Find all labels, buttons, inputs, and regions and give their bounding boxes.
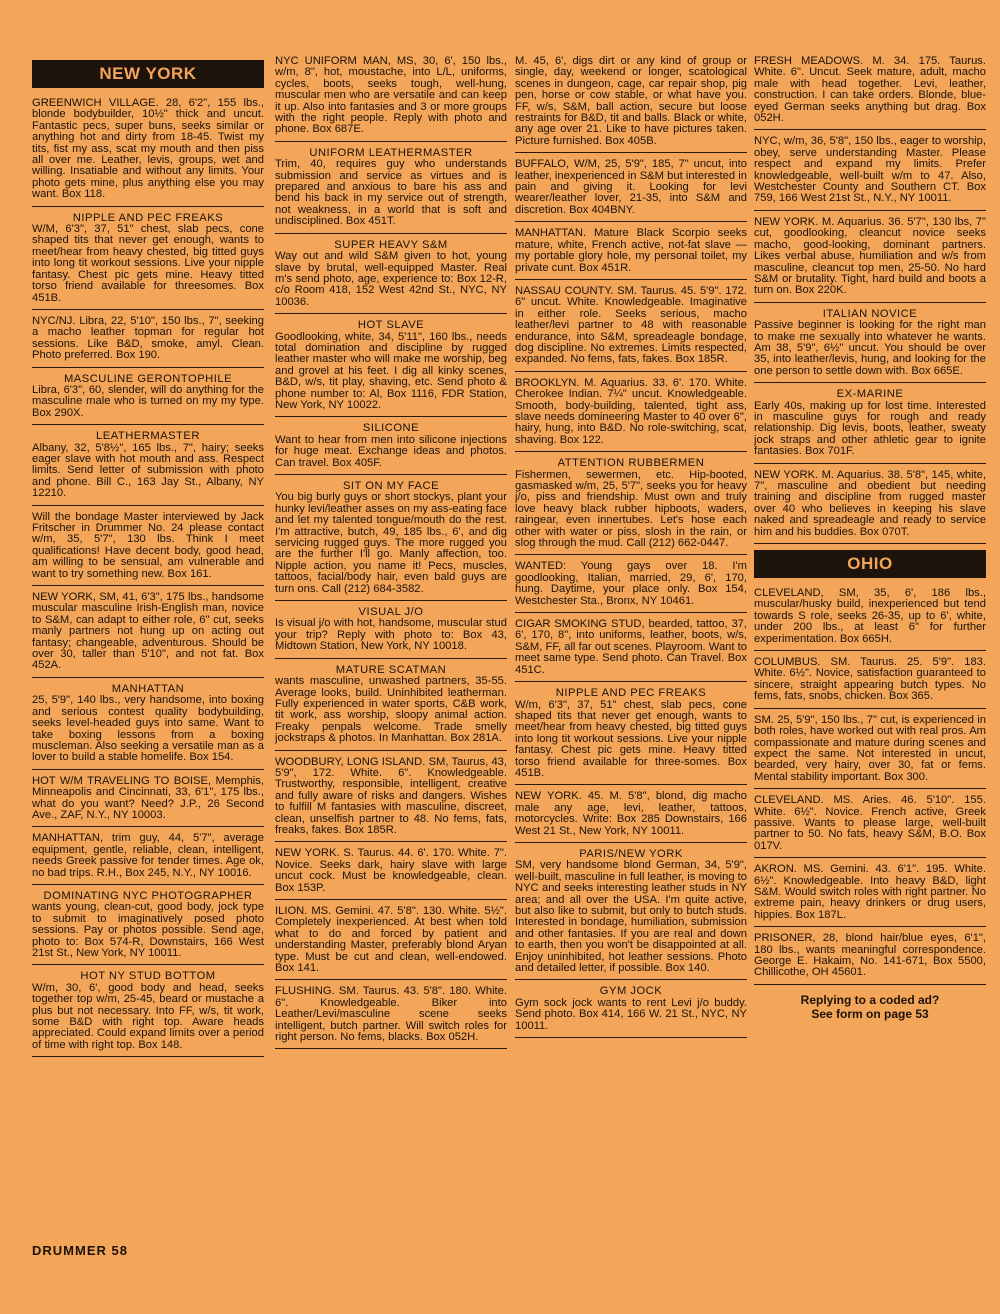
ad-heading: MASCULINE GERONTOPHILE [63, 372, 233, 385]
ad-heading: LEATHERMASTER [96, 430, 200, 443]
ad-text: CLEVELAND. MS. Aries. 46. 5'10". 155. White. 6½". Novice. French active, Greek passive. Wants to please large, well-built partner to 50. No fats, heavy S&M, B.O. Box 017V. [754, 794, 986, 852]
column-4 [754, 56, 986, 1266]
classified-ad [754, 588, 986, 651]
ad-text: Fishermen, sewermen, etc. Hip-booted, gasmasked w/m, 25, 5'7", seeks you for heavy j/o, piss and friendship. Must own and truly love heavy black rubber hipboots, waders, raingear, even innertubes. Let's hose each other with water or piss, slosh in the rain, or slog through the mud. Call (212) 662-0447. [515, 468, 747, 550]
ad-text: PRISONER, 28, blond hair/blue eyes, 6'1", 180 lbs., wants meaningful correspondence. George E. Hakaim, No. 141-671, Box 5500, Chillicothe, OH 45601. [754, 932, 986, 979]
classified-ad [32, 213, 264, 310]
classified-ad [275, 906, 507, 980]
classified-ad [32, 374, 264, 426]
ad-text: FRESH MEADOWS. M. 34. 175. Taurus. White. 6". Uncut. Seek mature, adult, macho male with head together. Levi, leather, construction. I can take orders. Blonde, blue-eyed German seeks anything but drag. Box 052H. [754, 56, 986, 125]
ad-text: GREENWICH VILLAGE. 28, 6'2", 155 lbs., blonde bodybuilder, 10½" thick and uncut. Fantastic pecs, super buns, seeks similar or anything hot and dirty from 18-45. Twist my tits, fist my ass, scat my mouth and then piss all over me. Leather, levis, groups, wet and willing. Insatiable and without any limits. Your photo gets mine, plus anything else you may want. Box 118. [32, 97, 264, 201]
ad-text: NASSAU COUNTY. SM. Taurus. 45. 5'9". 172. 6" uncut. White. Knowledgeable. Imaginative in either role. Seeks serious, macho leather/levi partner to 48 with reasonable endurance, into S&M, spreadeagle bondage, dog discipline. No extremes. Limits respected, expanded. No fems, fats, fakes. Box 185R. [515, 284, 747, 366]
classified-ad [32, 592, 264, 678]
ads-list [754, 56, 986, 544]
ad-text: AKRON. MS. Gemini. 43. 6'1". 195. White. 6½". Knowledgeable. Into heavy B&D, light S&M. Would switch roles with right partner. No extreme pain, heavy drinkers or drug users, hippies. Box 187L. [754, 863, 986, 921]
ad-text: ILION. MS. Gemini. 47. 5'8". 130. White. 5½". Completely inexperienced. At best when told what to do and forced by patient and understanding Master, preferably blond Aryan type. Must be cut and clean, well-endowed. Box 141. [275, 905, 507, 975]
classified-ad [754, 217, 986, 303]
column-2 [275, 56, 507, 1266]
ad-heading: HOT NY STUD BOTTOM [80, 970, 216, 983]
ad-heading: ATTENTION RUBBERMEN [557, 457, 705, 470]
ad-text: Is visual j/o with hot, handsome, muscular stud your trip? Reply with photo to: Box 43, Midtown Station, New York, NY 10018. [275, 617, 507, 653]
ad-text: Early 40s, making up for lost time. Interested in masculine guys for rough and ready relationship. Dig levis, boots, leather, sweaty jock straps and other athletic gear to ignite fantasies. Box 701F. [754, 399, 986, 458]
ad-text: NYC, w/m, 36, 5'8", 150 lbs., eager to worship, obey, serve understanding Master. Please respect and expand my limits. Prefer knowledgeable, well-built w/m to 47. Also, Westchester County and Southern CT. Box 759, 166 West 21st St., N.Y., NY 10011. [754, 135, 986, 205]
ads-list [32, 98, 264, 1057]
classified-ad [515, 688, 747, 785]
ad-text: SM, very handsome blond German, 34, 5'9", well-built, masculine in full leather, is moving to NYC and seeks interesting leather studs in NY area; and all over the USA. I'm quite active, but also like to submit, but only to butch studs. Interested in bondage, humiliation, submission and other fantasies. If you are real and down to earth, then you won't be disappointed at all. Enjoy uninhibited, hot leather sessions. Photo and detailed letter, if possible. Box 140. [515, 859, 747, 975]
ad-text: M. 45, 6', digs dirt or any kind of group or single, day, weekend or longer, scatological scenes in dungeon, cage, car repair shop, pig pen, horse or cow stable, or what have you. FF, w/s, S&M, ball action, secure but loose restraints for B&D, tit and balls. Black or white, any age over 21. Like to have pictures taken. Picture furnished. Box 405B. [515, 56, 747, 147]
ad-heading: VISUAL J/O [358, 606, 424, 619]
classified-ad [754, 933, 986, 985]
reply-note-line: See form on page 53 [811, 1006, 929, 1021]
ad-text: BROOKLYN. M. Aquarius. 33. 6'. 170. White. Cherokee Indian. 7¼" uncut. Knowledgeable. Smooth, body-building, talented, tight ass, slave needs domineering Master to 40 over 6", hairy, hung, into B&D. No role-switching, scat, shaving. Box 122. [515, 376, 747, 446]
classified-ad [32, 891, 264, 965]
classified-ad [515, 159, 747, 222]
classified-ad [754, 136, 986, 210]
ad-text: CLEVELAND, SM, 35, 6', 186 lbs., muscular/husky build, inexperienced but tend towards S role, seeks 26-35, up to 6', white, under 200 lbs., at least 6" for further experimentation. Box 665H. [754, 587, 986, 645]
classified-ad [275, 148, 507, 234]
classified-ad [515, 286, 747, 372]
reply-note-line: Replying to a coded ad? [800, 992, 940, 1007]
ad-text: Will the bondage Master interviewed by Jack Fritscher in Drummer No. 24 please contact w/m, 35, 5'7", 130 lbs. Think I meet qualifications! Have decent body, good head, am willing to be sensual, am vulnerable and want to try something new. Box 161. [32, 510, 264, 580]
ad-text: FLUSHING. SM. Taurus. 43. 5'8". 180. White. 6". Knowledgeable. Biker into Leather/Levi/masculine scene seeks intelligent, butch partner. Will switch roles for right person. No fems, blacks. Box 052H. [275, 985, 507, 1044]
section-header-ohio: OHIO [754, 550, 986, 578]
ad-heading: SIT ON MY FACE [342, 480, 440, 492]
ad-heading: UNIFORM LEATHERMASTER [309, 146, 473, 159]
ad-text: W/M, 6'3", 37, 51" chest, slab pecs, cone shaped tits that never get enough, wants to meet/hear from heavy chested, big titted guys into long tit workout sessions. Live your nipple fantasy. Chest pic gets mine. Heavy titted torso friend available for threesomes. Box 451B. [32, 223, 264, 304]
classified-ad [275, 665, 507, 751]
ad-text: You big burly guys or short stockys, plant your hunky levi/leather asses on my ass-eating face and let my talented tongue/mouth do the rest. I'm attractive, butch, 49, 185 lbs., 6', and dig servicing rugged guys. The more rugged you are the further I'll go. Manly affection, too. Nipple action, you name it! Pecs, muscles, tattoos, facial/body hair, even bald guys are turn ons. Call (212) 684-3582. [275, 491, 507, 595]
ad-text: NEW YORK. M. Aquarius. 38. 5'8", 145, white, 7", masculine and obedient but needing training and discipline from rugged master over 40 who believes in keeping his slave naked and spreadeagle and ready to service him and his buddies. Box 070T. [754, 468, 986, 538]
ad-text: NYC UNIFORM MAN, MS, 30, 6', 150 lbs., w/m, 8", hot, moustache, into L/L, uniforms, cycles, boots, seeks tough, well-hung, muscular men who are versatile and can keep it up. Also into fantasies and 3 or more groups with the right people. Reply with photo and phone. Box 687E. [275, 56, 507, 136]
ad-heading: SUPER HEAVY S&M [334, 238, 448, 251]
classified-ad [515, 458, 747, 555]
classified-ad [754, 864, 986, 927]
classified-ad [275, 481, 507, 601]
ad-text: Gym sock jock wants to rent Levi j/o buddy. Send photo. Box 414, 166 W. 21 St., NYC, NY 10011. [515, 996, 747, 1032]
classified-ad [32, 971, 264, 1057]
classified-ad [515, 619, 747, 682]
ad-text: WOODBURY, LONG ISLAND. SM, Taurus, 43, 5'9", 172. White. 6". Knowledgeable. Trustworthy, responsible, intelligent, creative and fully aware of risks and dangers. Wishes to fulfill M fantasies with masculine, discreet, clean, unselfish partner to 48. No fems, fats, freaks, fakes. Box 185R. [275, 755, 507, 836]
ad-text: CIGAR SMOKING STUD, bearded, tattoo, 37, 6', 170, 8", into uniforms, leather, boots, w/s, S&M, FF, all far out scenes. Playroom. Want to meet same type. Send photo. Can Travel. Box 451C. [515, 618, 747, 676]
ad-text: 25, 5'9", 140 lbs., very handsome, into boxing and serious contest quality bodybuilding, seeks level-headed guys into same. Want to take boxing lessons from a boxing muscleman. Also seeking a versatile man as a lover to build a stable homelife. Box 154. [32, 694, 264, 764]
ad-text: Way out and wild S&M given to hot, young slave by brutal, well-equipped Master. Real m's send photo, age, experience to: Box 12-R, c/o Room 418, 152 West 42nd St., NYC, NY 10036. [275, 250, 507, 308]
ad-heading: GYM JOCK [599, 985, 663, 998]
classified-ad [32, 684, 264, 770]
classified-ad [754, 389, 986, 463]
ads-list [754, 588, 986, 985]
classifieds-page [26, 56, 984, 1266]
ad-text: wants young, clean-cut, good body, jock type to submit to imaginatively posed photo sessions. Pay or photos possible. Send age, photo to: Box 574-R, Downstairs, 166 West 21st St., New York, NY 10011. [32, 901, 264, 959]
ad-heading: HOT SLAVE [357, 319, 425, 332]
ad-text: HOT W/M TRAVELING TO BOISE, Memphis, Minneapolis and Cincinnati, 33, 6'1", 175 lbs., what do you want? Need? J.P., 26 Second Ave., ZAF, N.Y., NY 10003. [32, 774, 264, 821]
classified-ad [32, 98, 264, 207]
ad-text: Goodlooking, white, 34, 5'11", 160 lbs., needs total domination and discipline by rugged leather master who will make me worship, beg and grovel at his feet. I dig all kinky scenes, B&D, w/s, tit play, shaving, etc. Send photo & phone number to: Al, Box 1116, FDR Station, New York, NY 10022. [275, 330, 507, 411]
ad-heading: EX-MARINE [836, 388, 904, 401]
ad-text: wants masculine, unwashed partners, 35-55. Average looks, build. Uninhibited leatherman. Fully experienced in water sports, C&B work, tit work, ass worship, sloopy animal action. Freaky penpals welcome. Trade smelly jockstraps & photos. In Manhattan. Box 281A. [275, 675, 507, 745]
reply-note [754, 993, 986, 1021]
classified-ad [275, 56, 507, 142]
classified-ad [275, 848, 507, 900]
ad-text: W/m, 6'3", 37, 51" chest, slab pecs, cone shaped tits that never get enough, wants to meet/hear from heavy chested, big titted guys into long tit workout sessions. Live your nipple fantasy. Chest pic gets mine. Heavy titted torso friend available for three-somes. Box 451B. [515, 698, 747, 779]
column-1 [32, 56, 264, 1266]
classified-ad [275, 607, 507, 659]
classified-ad [275, 757, 507, 843]
ad-heading: ITALIAN NOVICE [822, 307, 918, 320]
ads-list [515, 56, 747, 1038]
classified-ad [32, 833, 264, 885]
classified-ad [515, 986, 747, 1038]
ad-heading: NIPPLE AND PEC FREAKS [72, 211, 224, 224]
ad-text: Albany, 32, 5'8½", 165 lbs., 7", hairy; seeks eager slave with hot mouth and ass. Respect limits. Send letter of submission with photo and phone. Bill C., 163 Jay St., Albany, NY 12210. [32, 441, 264, 500]
ad-heading: SILICONE [362, 422, 420, 435]
ad-text: W/m, 30, 6', good body and head, seeks together top w/m, 25-45, beard or mustache a plus but not necessary. Into FF, w/s, tit work, some B&D with right top. Aware heads appreciated. Could expand limits over a period of time with right top. Box 148. [32, 981, 264, 1051]
page-footer: DRUMMER 58 [32, 1243, 128, 1258]
ad-heading: DOMINATING NYC PHOTOGRAPHER [43, 889, 253, 902]
classified-ad [515, 378, 747, 452]
ad-text: NEW YORK. 45. M. 5'8", blond, dig macho male any age, levi, leather, tattoos, motorcycles. Write: Box 285 Downstairs, 166 West 21 St., New York, NY 10011. [515, 790, 747, 837]
ad-text: COLUMBUS. SM. Taurus. 25. 5'9". 183. White. 6½". Novice, satisfaction guaranteed to sincere, straight appearing butch types. No fems, fats, snobs, chicken. Box 365. [754, 656, 986, 703]
classified-ad [754, 309, 986, 383]
classified-ad [275, 320, 507, 417]
ad-heading: PARIS/NEW YORK [579, 847, 683, 860]
classified-ad [754, 470, 986, 544]
ad-text: Trim, 40, requires guy who understands submission and service as virtues and is prepared and anxious to bare his ass and bend his back in my service out of strength, not weakness, in a world that is soft and undisciplined. Box 451T. [275, 158, 507, 228]
column-3 [515, 56, 747, 1266]
classified-ad [275, 423, 507, 475]
classified-ad [32, 316, 264, 368]
ad-heading: MATURE SCATMAN [335, 663, 447, 676]
ad-text: WANTED: Young gays over 18. I'm goodlooking, Italian, married, 29, 6', 170, hung. Daytime, your place only. Box 154, Westchester Sta., Bronx, NY 10461. [515, 560, 747, 607]
ad-text: Want to hear from men into silicone injections for huge meat. Exchange ideas and photos. Can travel. Box 405F. [275, 433, 507, 469]
classified-ad [754, 657, 986, 709]
ads-list [275, 56, 507, 1049]
classified-ad [754, 715, 986, 789]
classified-ad [275, 240, 507, 314]
classified-ad [754, 795, 986, 858]
section-header-new-york: NEW YORK [32, 60, 264, 88]
ad-text: MANHATTAN, trim guy, 44, 5'7", average equipment, gentle, reliable, clean, intelligent, needs Greek passive for tender times. Age ok, no bad trips. R.H., Box 245, N.Y., NY 10016. [32, 832, 264, 879]
ad-text: SM. 25, 5'9", 150 lbs., 7" cut, is experienced in both roles, have worked out with real pros. Am compassionate and mature during scenes and expect the same. Not interested in uncut, bearded, very hairy, over 30, fat or fems. Mental stability important. Box 300. [754, 713, 986, 783]
ad-heading: MANHATTAN [111, 682, 185, 695]
ad-text: NEW YORK. S. Taurus. 44. 6'. 170. White. 7". Novice. Seeks dark, hairy slave with large uncut cock. Must be knowledgeable, clean. Box 153P. [275, 847, 507, 894]
classified-ad [32, 776, 264, 828]
ad-text: BUFFALO, W/M, 25, 5'9", 185, 7" uncut, into leather, inexperienced in S&M but interested in pain and giving it. Looking for levi wearer/leather lover, 21-35, into S&M and discretion. Box 404BNY. [515, 158, 747, 216]
classified-ad [32, 512, 264, 586]
ad-text: MANHATTAN. Mature Black Scorpio seeks mature, white, French active, not-fat slave — my portable glory hole, my personal toilet, my private cunt. Box 451R. [515, 227, 747, 274]
ad-text: NEW YORK. M. Aquarius. 36. 5'7", 130 lbs, 7" cut, goodlooking, cleancut novice seeks macho, good-looking, dominant partners. Likes verbal abuse, humiliation and w/s from masculine, cleancut top men, 25-50. No hard S&M or brutality. Tight, hard build and boots a turn on. Box 220K. [754, 215, 986, 297]
classified-ad [275, 986, 507, 1049]
classified-ad [754, 56, 986, 130]
ad-text: NYC/NJ. Libra, 22, 5'10", 150 lbs., 7", seeking a macho leather topman for regular hot sessions. Like B&D, smoke, amyl. Clean. Photo preferred. Box 190. [32, 314, 264, 362]
classified-ad [515, 791, 747, 843]
classified-ad [515, 849, 747, 980]
ad-text: Libra, 6'3", 60, slender, will do anything for the masculine male who is turned on my my type. Box 290X. [32, 383, 264, 419]
ad-heading: NIPPLE AND PEC FREAKS [555, 687, 707, 700]
ad-text: Passive beginner is looking for the right man to make me sexually into whatever he wants. Am 38, 5'9", 6½" uncut. You should be over 35, into leather/levis, hung, and looking for the one person to settle down with. Box 665E. [754, 319, 986, 377]
classified-ad [515, 56, 747, 153]
classified-ad [515, 228, 747, 280]
ad-text: NEW YORK, SM, 41, 6'3", 175 lbs., handsome muscular masculine Irish-English man, novice to S&M, can adapt to either role, 6" cut, seeks manly partners not hung up on acting out fantasy; changeable, adventurous. Should be over 30, taller than 5'10", and not fat. Box 452A. [32, 591, 264, 672]
classified-ad [32, 431, 264, 505]
classified-ad [515, 561, 747, 613]
